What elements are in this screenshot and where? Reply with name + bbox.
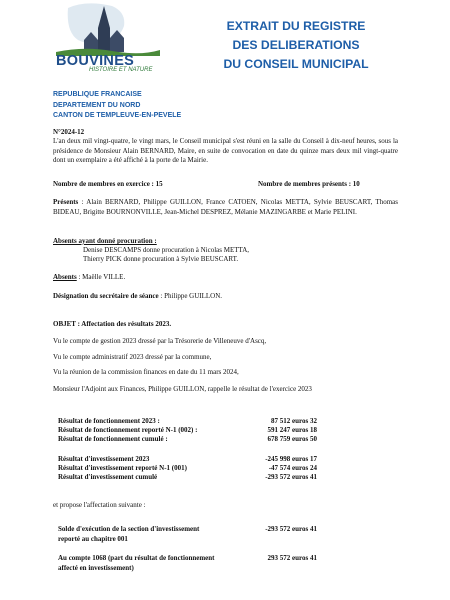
title-line-1: EXTRAIT DU REGISTRE <box>226 19 366 33</box>
presents-list: : Alain BERNARD, Philippe GUILLON, France CATOEN, Nicolas METTA, Sylvie BEUSCART, Thomas BIDEAU, Brigitte BOURNONVILLE, Jean-Michel DESPREZ, Mélanie MAZINGARBE et Marie PELINI. <box>53 198 398 216</box>
logo-name: BOUVINES <box>56 53 135 69</box>
affectation-label-line2: affecté en investissement) <box>58 564 134 572</box>
secretary-name: : Philippe GUILLON. <box>158 292 223 300</box>
title-line-2: DES DELIBERATIONS <box>232 38 360 52</box>
header-republique: REPUBLIQUE FRANCAISE <box>53 91 142 98</box>
absents-list: : Maëlle VILLE. <box>76 273 126 281</box>
absents-line <box>53 273 125 283</box>
header-canton: CANTON DE TEMPLEUVE-EN-PEVELE <box>53 112 182 119</box>
header-departement: DEPARTEMENT DU NORD <box>53 102 141 109</box>
vu-line-3: Vu la réunion de la commission finances en date du 11 mars 2024, <box>53 368 239 376</box>
affectation-label-line1: Solde d'exécution de la section d'investissement <box>58 525 200 533</box>
result-label: Résultat d'investissement 2023 <box>58 455 150 463</box>
absents-label: Absents <box>53 273 77 281</box>
intro-paragraph: L'an deux mil vingt-quatre, le vingt mars, le Conseil municipal s'est réuni en la salle du Conseil à dix-neuf heures, sous la présidence de Monsieur Alain BERNARD, Maire, en suite de convocation en date du quinze mars deux mil vingt-quatre dont un exemplaire a été affiché à la porte de la Mairie. <box>53 137 398 164</box>
result-label: Résultat de fonctionnement 2023 : <box>58 417 160 425</box>
vu-line-4: Monsieur l'Adjoint aux Finances, Philippe GUILLON, rappelle le résultat de l'exercice 2023 <box>53 385 312 393</box>
proxies-label: Absents ayant donné procuration : <box>53 237 157 245</box>
title-line-3: DU CONSEIL MUNICIPAL <box>223 57 369 71</box>
vu-line-1: Vu le compte de gestion 2023 dressé par la Trésorerie de Villeneuve d'Ascq, <box>53 337 267 345</box>
result-value: -293 572 euros 41 <box>265 473 317 481</box>
members-in-office: Nombre de membres en exercice : 15 <box>53 180 163 188</box>
presents-label: Présents <box>53 198 79 206</box>
result-value: 591 247 euros 18 <box>267 426 317 434</box>
affectation-label-line2: reporté au chapitre 001 <box>58 535 128 543</box>
object-line: OBJET : Affectation des résultats 2023. <box>53 320 172 328</box>
vu-line-2: Vu le compte administratif 2023 dressé par la commune, <box>53 353 212 361</box>
result-value: 87 512 euros 32 <box>271 417 317 425</box>
affectation-value: 293 572 euros 41 <box>267 554 317 562</box>
proxy-line-2: Thierry PICK donne procuration à Sylvie BEUSCART. <box>83 255 239 263</box>
affectation-label-line1: Au compte 1068 (part du résultat de fonctionnement <box>58 554 215 562</box>
secretary-label: Désignation du secrétaire de séance <box>53 292 159 300</box>
proxy-line-1: Denise DESCAMPS donne procuration à Nicolas METTA, <box>83 246 250 254</box>
presents-paragraph <box>53 198 398 217</box>
result-label: Résultat d'investissement cumulé <box>58 473 158 481</box>
result-label: Résultat d'investissement reporté N-1 (001) <box>58 464 187 472</box>
result-value: -47 574 euros 24 <box>268 464 317 472</box>
proposal-intro: et propose l'affectation suivante : <box>53 501 146 509</box>
result-value: -245 998 euros 17 <box>265 455 317 463</box>
affectation-value: -293 572 euros 41 <box>265 525 317 533</box>
result-label: Résultat de fonctionnement reporté N-1 (002) : <box>58 426 198 434</box>
result-label: Résultat de fonctionnement cumulé : <box>58 435 168 443</box>
result-value: 678 759 euros 50 <box>267 435 317 443</box>
logo-tagline: HISTOIRE ET NATURE <box>89 67 153 73</box>
secretary-line <box>53 292 222 302</box>
members-present: Nombre de membres présents : 10 <box>258 180 360 188</box>
deliberation-number: N°2024-12 <box>53 128 85 136</box>
